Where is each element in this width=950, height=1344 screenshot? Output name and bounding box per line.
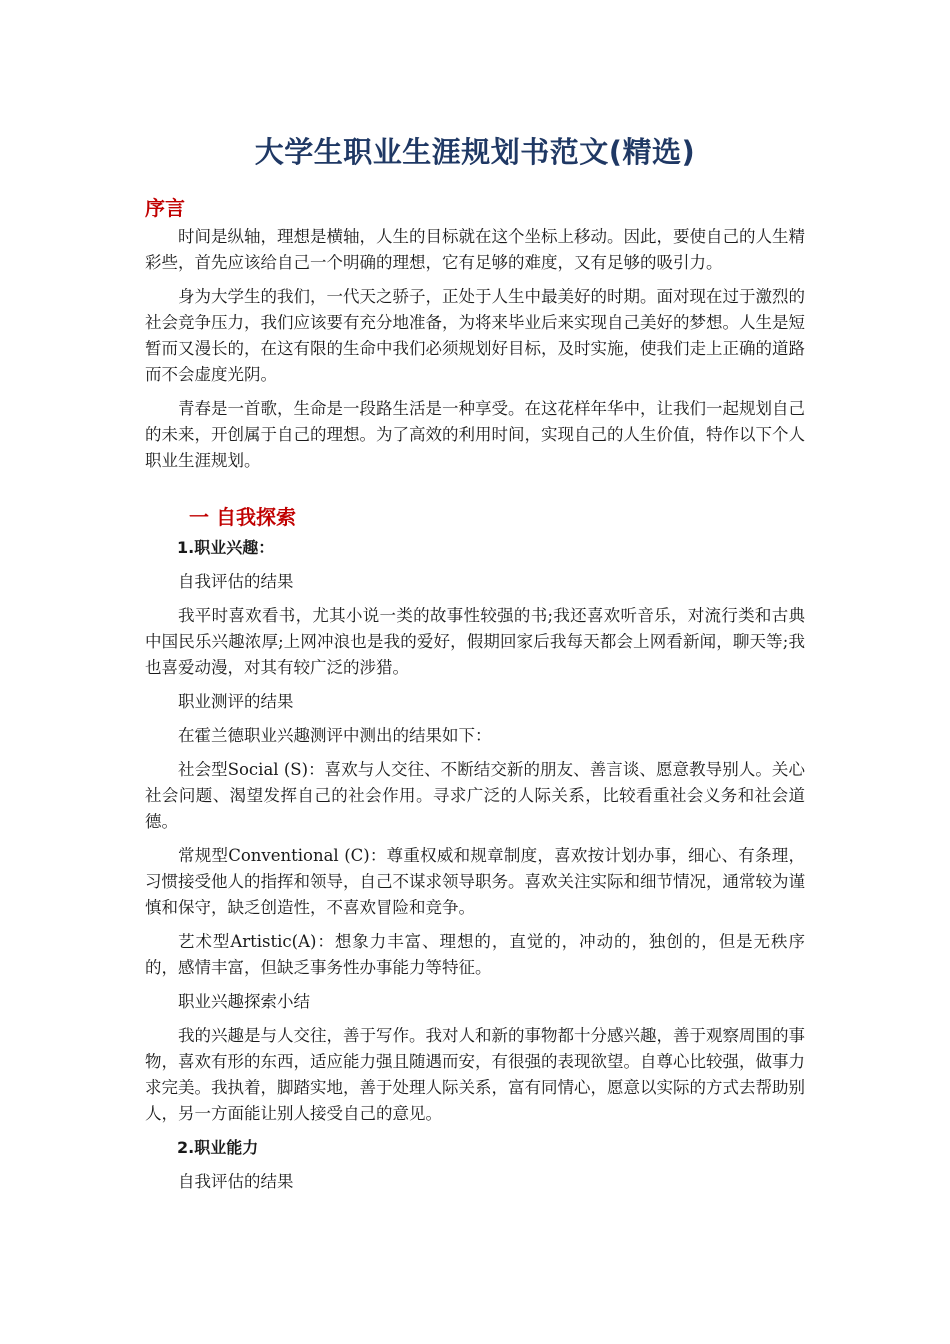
interest-test-intro: 在霍兰德职业兴趣测评中测出的结果如下：	[178, 726, 492, 745]
preface-body	[145, 224, 805, 482]
holland-conventional: 常规型Conventional (C)：尊重权威和规章制度，喜欢按计划办事，细心、有条理，习惯接受他人的指挥和领导，自己不谋求领导职务。喜欢关注实际和细节情况，通常较为谨慎和保守，缺乏创造性，不喜欢冒险和竞争。	[145, 846, 805, 917]
preface-heading: 序言	[145, 196, 185, 220]
ability-self-eval-label: 自我评估的结果	[178, 1172, 294, 1191]
section-heading-self-exploration: 一 自我探索	[189, 505, 296, 529]
holland-artistic: 艺术型Artistic(A)：想象力丰富、理想的，直觉的，冲动的，独创的，但是无秩序的，感情丰富，但缺乏事务性办事能力等特征。	[145, 932, 805, 977]
interest-self-eval-label: 自我评估的结果	[178, 572, 294, 591]
interest-self-eval-text: 我平时喜欢看书，尤其小说一类的故事性较强的书;我还喜欢听音乐，对流行类和古典中国民乐兴趣浓厚;上网冲浪也是我的爱好，假期回家后我每天都会上网看新闻，聊天等;我也喜爱动漫，对其有较广泛的涉猎。	[145, 606, 805, 677]
holland-social: 社会型Social (S)：喜欢与人交往、不断结交新的朋友、善言谈、愿意教导别人。关心社会问题、渴望发挥自己的社会作用。寻求广泛的人际关系，比较看重社会义务和社会道德。	[145, 760, 805, 831]
preface-paragraph: 身为大学生的我们，一代天之骄子，正处于人生中最美好的时期。面对现在过于激烈的社会竞争压力，我们应该要有充分地准备，为将来毕业后来实现自己美好的梦想。人生是短暂而又漫长的，在这有限的生命中我们必须规划好目标，及时实施，使我们走上正确的道路而不会虚度光阴。	[145, 287, 805, 384]
preface-paragraph: 青春是一首歌，生命是一段路生活是一种享受。在这花样年华中，让我们一起规划自己的未来，开创属于自己的理想。为了高效的利用时间，实现自己的人生价值，特作以下个人职业生涯规划。	[145, 399, 805, 470]
interest-test-label: 职业测评的结果	[178, 692, 294, 711]
interest-summary-label: 职业兴趣探索小结	[178, 992, 310, 1011]
interest-summary-text: 我的兴趣是与人交往，善于写作。我对人和新的事物都十分感兴趣，善于观察周围的事物，喜欢有形的东西，适应能力强且随遇而安，有很强的表现欲望。自尊心比较强，做事力求完美。我执着，脚踏实地，善于处理人际关系，富有同情心，愿意以实际的方式去帮助别人，另一方面能让别人接受自己的意见。	[145, 1026, 805, 1123]
document-title: 大学生职业生涯规划书范文(精选)	[254, 135, 696, 169]
ability-heading: 2.职业能力	[177, 1138, 259, 1157]
interest-heading: 1.职业兴趣：	[177, 538, 275, 557]
preface-paragraph: 时间是纵轴，理想是横轴，人生的目标就在这个坐标上移动。因此，要使自己的人生精彩些，首先应该给自己一个明确的理想，它有足够的难度，又有足够的吸引力。	[145, 227, 805, 272]
self-exploration-body	[145, 535, 805, 1203]
